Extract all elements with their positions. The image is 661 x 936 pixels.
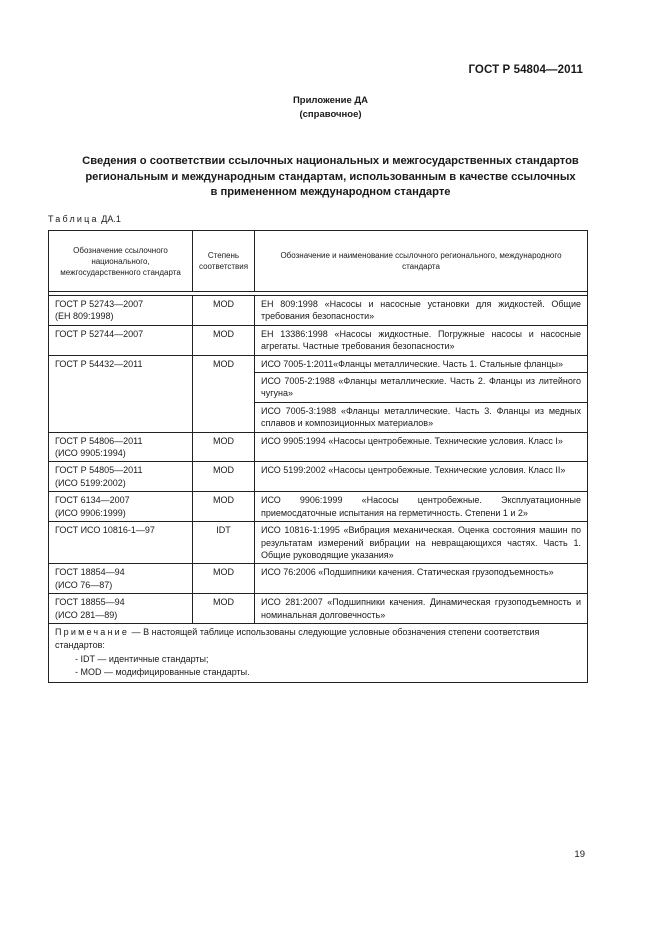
degree-cell: MOD [193, 296, 255, 326]
national-standard: ГОСТ Р 54806—2011 [55, 435, 143, 446]
appendix-subtitle: (справочное) [299, 109, 362, 120]
degree-cell: MOD [193, 594, 255, 624]
table-note [49, 623, 588, 682]
national-standard-equivalent: (ЕН 809:1998) [55, 311, 114, 322]
national-standard: ГОСТ Р 52744—2007 [55, 328, 144, 339]
table-row [49, 432, 588, 462]
table-row [49, 296, 588, 326]
degree-cell: MOD [193, 432, 255, 462]
reference-standard-cell: ИСО 7005-3:1988 «Фланцы металлические. Часть 3. Фланцы из медных сплавов и композиционных материалов» [255, 402, 588, 432]
reference-standard-cell: ЕН 809:1998 «Насосы и насосные установки для жидкостей. Общие требования безопасности» [255, 296, 588, 326]
correspondence-table [48, 230, 588, 683]
national-standard-equivalent: (ИСО 76—87) [55, 579, 113, 590]
table-header-row [49, 231, 588, 292]
degree-cell: IDT [193, 522, 255, 564]
national-standard: ГОСТ ИСО 10816-1—97 [55, 525, 155, 536]
reference-standard-cell: ЕН 13386:1998 «Насосы жидкостные. Погружные насосы и насосные агрегаты. Частные требования безопасности» [255, 325, 588, 355]
national-standard-cell [49, 462, 193, 492]
note-item: - IDT — идентичные стандарты; [75, 653, 209, 664]
table-caption-word: Таблица [48, 214, 99, 224]
table-row [49, 355, 588, 372]
reference-standard-cell: ИСО 7005-1:2011«Фланцы металлические. Часть 1. Стальные фланцы» [255, 355, 588, 372]
degree-cell: MOD [193, 492, 255, 522]
national-standard-equivalent: (ИСО 9906:1999) [55, 507, 126, 518]
table-note-row [49, 623, 588, 682]
national-standard: ГОСТ Р 52743—2007 [55, 299, 144, 309]
table-row [49, 492, 588, 522]
section-title [48, 154, 613, 201]
title-line: региональным и международным стандартам, использованным в качестве ссылочных [85, 170, 576, 183]
national-standard-equivalent: (ИСО 281—89) [55, 609, 118, 620]
national-standard-cell [49, 355, 193, 432]
reference-standard-cell: ИСО 9906:1999 «Насосы центробежные. Эксплуатационные приемосдаточные испытания на герметичность. Степени 1 и 2» [255, 492, 588, 522]
degree-cell: MOD [193, 355, 255, 432]
reference-standard-cell: ИСО 10816-1:1995 «Вибрация механическая. Оценка состояния машин по результатам измерений вибрации на невращающихся частях. Часть 1. Общие руководящие указания» [255, 522, 588, 564]
title-line: в примененном международном стандарте [210, 186, 451, 198]
national-standard: ГОСТ 18854—94 [55, 567, 125, 578]
header-national-standard: Обозначение ссылочного национального, межгосударственного стандарта [49, 231, 193, 292]
note-body: — В настоящей таблице использованы следующие условные обозначения степени соответствия стандартов: [55, 626, 540, 651]
national-standard-cell [49, 564, 193, 594]
national-standard-equivalent: (ИСО 5199:2002) [55, 477, 126, 488]
national-standard-cell [49, 325, 193, 355]
title-line: Сведения о соответствии ссылочных национальных и межгосударственных стандартов [82, 155, 579, 167]
reference-standard-cell: ИСО 76:2006 «Подшипники качения. Статическая грузоподъемность» [255, 564, 588, 594]
table-caption [48, 214, 121, 224]
national-standard-cell [49, 492, 193, 522]
national-standard: ГОСТ 6134—2007 [55, 495, 130, 506]
reference-standard-cell: ИСО 7005-2:1988 «Фланцы металлические. Часть 2. Фланцы из литейного чугуна» [255, 373, 588, 403]
note-text [55, 626, 581, 653]
national-standard-cell [49, 594, 193, 624]
appendix-heading [0, 94, 661, 122]
national-standard-cell [49, 522, 193, 564]
reference-standard-cell: ИСО 5199:2002 «Насосы центробежные. Технические условия. Класс II» [255, 462, 588, 492]
degree-cell: MOD [193, 462, 255, 492]
national-standard: ГОСТ Р 54805—2011 [55, 465, 143, 476]
table-row [49, 462, 588, 492]
document-code: ГОСТ Р 54804—2011 [468, 64, 583, 76]
national-standard-cell [49, 432, 193, 462]
reference-standard-cell: ИСО 9905:1994 «Насосы центробежные. Технические условия. Класс I» [255, 432, 588, 462]
header-degree: Степень соответствия [193, 231, 255, 292]
table-row [49, 564, 588, 594]
national-standard: ГОСТ Р 54432—2011 [55, 358, 143, 369]
reference-standard-cell: ИСО 281:2007 «Подшипники качения. Динамическая грузоподъемность и номинальная долговечность» [255, 594, 588, 624]
header-international-standard: Обозначение и наименование ссылочного регионального, международного стандарта [255, 231, 588, 292]
national-standard-equivalent: (ИСО 9905:1994) [55, 448, 126, 459]
table-caption-number: ДА.1 [101, 214, 121, 224]
appendix-title: Приложение ДА [292, 95, 369, 106]
note-label: Примечание [55, 626, 130, 637]
national-standard: ГОСТ 18855—94 [55, 597, 125, 608]
table-row [49, 594, 588, 624]
page-number: 19 [574, 849, 585, 860]
degree-cell: MOD [193, 325, 255, 355]
degree-cell: MOD [193, 564, 255, 594]
table-row [49, 325, 588, 355]
note-item: - MOD — модифицированные стандарты. [75, 667, 250, 678]
table-row [49, 522, 588, 564]
national-standard-cell [49, 296, 193, 326]
